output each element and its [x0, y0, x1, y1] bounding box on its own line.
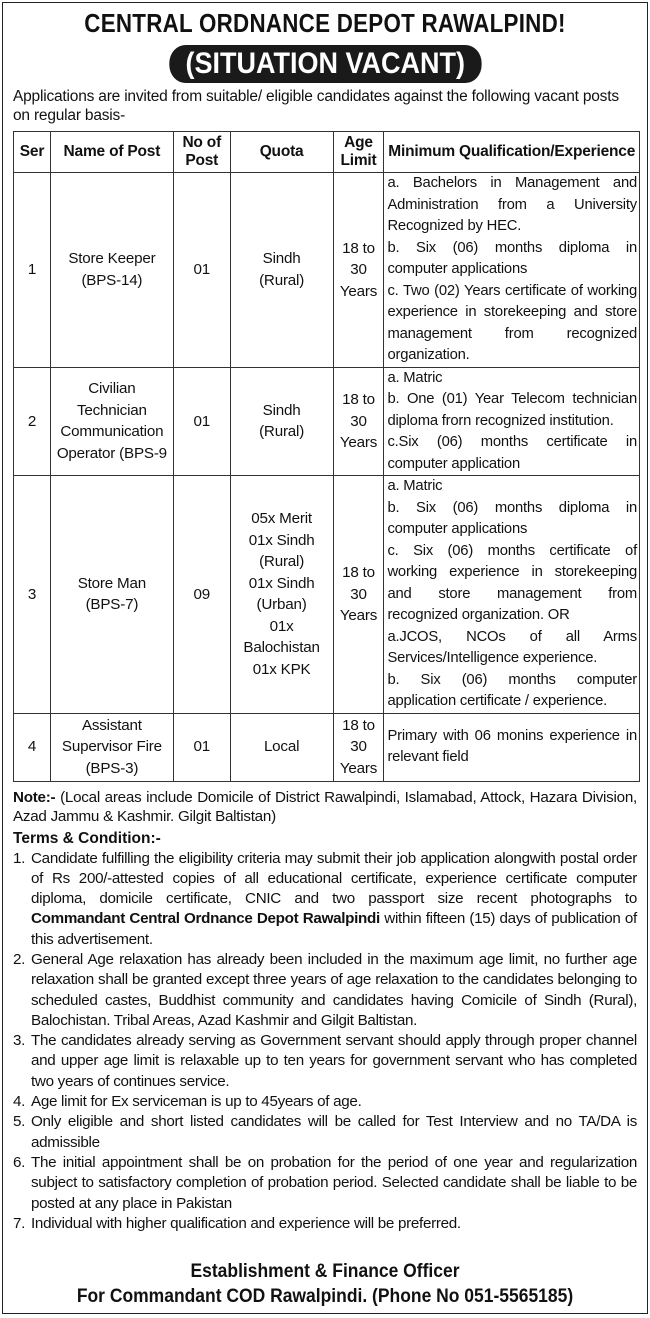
page-title: CENTRAL ORDNANCE DEPOT RAWALPIND! — [84, 8, 566, 38]
term-text-part: General Age relaxation has already been included in the maximum age limit, no further age relaxation shall be granted except three years of age relaxation to the candidates belonging to scheduled castes, Buddhist community and candidates having Comicile of Sindh (Rural), Balochistan. Tribal Areas, Azad Kashmir and Gilgit Baltistan. — [31, 950, 637, 1029]
header-age: Age Limit — [333, 132, 384, 173]
term-text — [31, 1214, 637, 1234]
cell-post-name-line: Communication — [60, 423, 164, 441]
cell-ser: 1 — [14, 173, 51, 368]
cell-qualification-line: c. Two (02) Years certificate of working experience in storekeeping and store management from recognized organization. — [387, 282, 637, 363]
table-row — [14, 476, 640, 714]
list-item — [13, 849, 637, 950]
cell-quota-line: Sindh — [262, 250, 301, 268]
header-no: No of Post — [173, 132, 230, 173]
cell-post-name-line: (BPS-7) — [85, 596, 139, 614]
cell-ser: 2 — [14, 367, 51, 476]
cell-qualification — [384, 713, 640, 781]
cell-qualification-line: a. Matric — [387, 478, 443, 494]
cell-age-limit — [333, 173, 384, 368]
table-row — [14, 173, 640, 368]
advertisement — [2, 2, 648, 1314]
cell-no-of-post: 01 — [173, 713, 230, 781]
table-row — [14, 713, 640, 781]
terms-list — [3, 849, 647, 1235]
cell-post-name — [50, 367, 173, 476]
footer-contact: For Commandant COD Rawalpindi. (Phone No 051-5565185) — [76, 1286, 574, 1307]
cell-no-of-post: 01 — [173, 173, 230, 368]
list-item — [13, 1214, 637, 1234]
cell-age-limit-line: 30 — [350, 412, 367, 430]
page-subtitle: (SITUATION VACANT) — [169, 45, 481, 83]
term-text-part: The candidates already serving as Government servant should apply through proper channel and upper age limit is relaxable up to ten years for government servant who has completed two years of continues service. — [31, 1032, 637, 1090]
header-ser: Ser — [14, 132, 51, 173]
term-text — [31, 1092, 637, 1112]
term-text-part: Individual with higher qualification and experience will be preferred. — [31, 1214, 461, 1232]
cell-quota — [230, 476, 333, 714]
cell-qualification-line: a. Matric — [387, 369, 443, 386]
cell-quota-line: 01x Sindh — [248, 574, 315, 592]
list-item — [13, 1092, 637, 1112]
cell-quota-line: Local — [263, 738, 300, 756]
table-header-row — [14, 132, 640, 173]
cell-age-limit-line: 18 to — [342, 239, 375, 257]
terms-heading: Terms & Condition:- — [13, 829, 161, 847]
cell-age-limit — [333, 367, 384, 476]
term-text — [31, 849, 637, 950]
term-text-part: Candidate fulfilling the eligibility criteria may submit their job application alongwith postal order of Rs 200/-attested copies of all educational certificate, experience certificate computer diploma, domicile certificate, CNIC and two passport size recent photographs to — [31, 849, 637, 908]
cell-quota-line: 01x — [269, 617, 294, 635]
cell-age-limit-line: Years — [339, 759, 378, 777]
term-text — [31, 1112, 637, 1153]
cell-quota — [230, 173, 333, 368]
cell-no-of-post: 01 — [173, 367, 230, 476]
cell-quota-line: (Urban) — [256, 596, 307, 614]
list-item — [13, 950, 637, 1031]
cell-post-name-line: Assistant — [81, 716, 142, 734]
cell-qualification-line: c. Six (06) months certificate of working experience in storekeeping and store management from recognized organization. OR — [387, 542, 637, 623]
cell-age-limit — [333, 476, 384, 714]
cell-qualification-line: a.JCOS, NCOs of all Arms Services/Intelligence experience. — [387, 628, 637, 666]
cell-post-name — [50, 476, 173, 714]
cell-age-limit-line: 18 to — [342, 391, 375, 408]
term-text-part: Only eligible and short listed candidates will be called for Test Interview and no TA/DA is admissible — [31, 1113, 637, 1151]
cell-post-name-line: Civilian — [88, 380, 136, 398]
intro-text: Applications are invited from suitable/ eligible candidates against the following vacant posts on regular basis- — [13, 88, 619, 124]
term-number: 1. — [13, 849, 26, 867]
cell-quota-line: (Rural) — [259, 271, 305, 289]
cell-post-name — [50, 173, 173, 368]
cell-age-limit-line: 18 to — [342, 564, 375, 581]
term-text-bold: Commandant Central Ordnance Depot Rawalpindi — [31, 910, 380, 928]
cell-quota-line: Sindh — [262, 401, 301, 419]
term-number: 2. — [13, 950, 26, 968]
term-number: 7. — [13, 1214, 26, 1232]
cell-quota-line: 01x KPK — [252, 660, 311, 678]
cell-age-limit-line: 30 — [350, 585, 367, 603]
cell-age-limit-line: Years — [339, 607, 378, 624]
cell-qualification-line: a. Bachelors in Management and Administration from a University Recognized by HEC. — [387, 175, 637, 234]
cell-post-name-line: (BPS-14) — [81, 271, 143, 289]
cell-qualification-line: c.Six (06) months certificate in computer application — [387, 434, 637, 472]
term-number: 3. — [13, 1032, 26, 1050]
cell-age-limit-line: 18 to 30 — [342, 716, 375, 756]
header-qualification: Minimum Qualification/Experience — [384, 132, 640, 173]
list-item — [13, 1112, 637, 1153]
cell-qualification — [384, 476, 640, 714]
term-text — [31, 1031, 637, 1092]
cell-ser: 3 — [14, 476, 51, 714]
cell-post-name-line: Store Man — [77, 574, 146, 592]
term-text — [31, 950, 637, 1031]
cell-post-name — [50, 713, 173, 781]
cell-ser: 4 — [14, 713, 51, 781]
list-item — [13, 1153, 637, 1214]
cell-quota-line: Balochistan — [243, 639, 320, 657]
cell-quota-line: 05x Merit — [251, 510, 312, 528]
cell-qualification — [384, 173, 640, 368]
term-number: 5. — [13, 1113, 26, 1131]
cell-no-of-post: 09 — [173, 476, 230, 714]
list-item — [13, 1031, 637, 1092]
cell-qualification-line: b. Six (06) months computer application certificate / experience. — [387, 671, 637, 709]
cell-quota — [230, 367, 333, 476]
cell-age-limit-line: Years — [339, 434, 378, 451]
note-text: (Local areas include Domicile of District Rawalpindi, Islamabad, Attock, Hazara Division, Azad Jammu & Kashmir. Gilgit Baltistan) — [13, 788, 637, 825]
term-text — [31, 1153, 637, 1214]
cell-age-limit-line: 30 — [350, 261, 367, 278]
cell-quota — [230, 713, 333, 781]
footer-signatory: Establishment & Finance Officer — [190, 1261, 460, 1282]
header-name: Name of Post — [50, 132, 173, 173]
cell-post-name-line: Supervisor Fire — [61, 738, 162, 756]
cell-age-limit-line: Years — [339, 282, 378, 300]
cell-quota-line: 01x Sindh — [248, 531, 315, 549]
cell-qualification-line: b. Six (06) months diploma in computer applications — [387, 499, 637, 537]
note — [3, 782, 647, 827]
cell-age-limit — [333, 713, 384, 781]
cell-qualification-line: b. One (01) Year Telecom technician diploma frorn recognized institution. — [387, 391, 637, 429]
term-number: 4. — [13, 1093, 26, 1111]
footer — [3, 1259, 647, 1313]
header-quota: Quota — [230, 132, 333, 173]
cell-qualification-line: b. Six (06) months diploma in computer applications — [387, 239, 637, 277]
vacancy-table — [13, 131, 640, 782]
table-row — [14, 367, 640, 476]
cell-quota-line: (Rural) — [259, 423, 305, 441]
cell-post-name-line: (BPS-3) — [85, 759, 139, 777]
cell-post-name-line: Store Keeper — [68, 250, 156, 268]
cell-qualification — [384, 367, 640, 476]
note-label: Note:- — [13, 788, 56, 806]
term-text-part: within fifteen (15) days of publication of this advertisement. — [31, 910, 637, 948]
term-text-part: Age limit for Ex serviceman is up to 45years of age. — [31, 1093, 362, 1111]
cell-post-name-line: Operator (BPS-9 — [56, 444, 167, 462]
cell-quota-line: (Rural) — [259, 553, 305, 571]
cell-post-name-line: Technician — [76, 401, 147, 419]
term-number: 6. — [13, 1153, 26, 1171]
cell-qualification-line: Primary with 06 monins experience in relevant field — [387, 727, 637, 765]
term-text-part: The initial appointment shall be on probation for the period of one year and regularization subject to satisfactory completion of probation period. Selected candidate shall be liable to be posted at any place in Pakistan — [31, 1153, 637, 1212]
